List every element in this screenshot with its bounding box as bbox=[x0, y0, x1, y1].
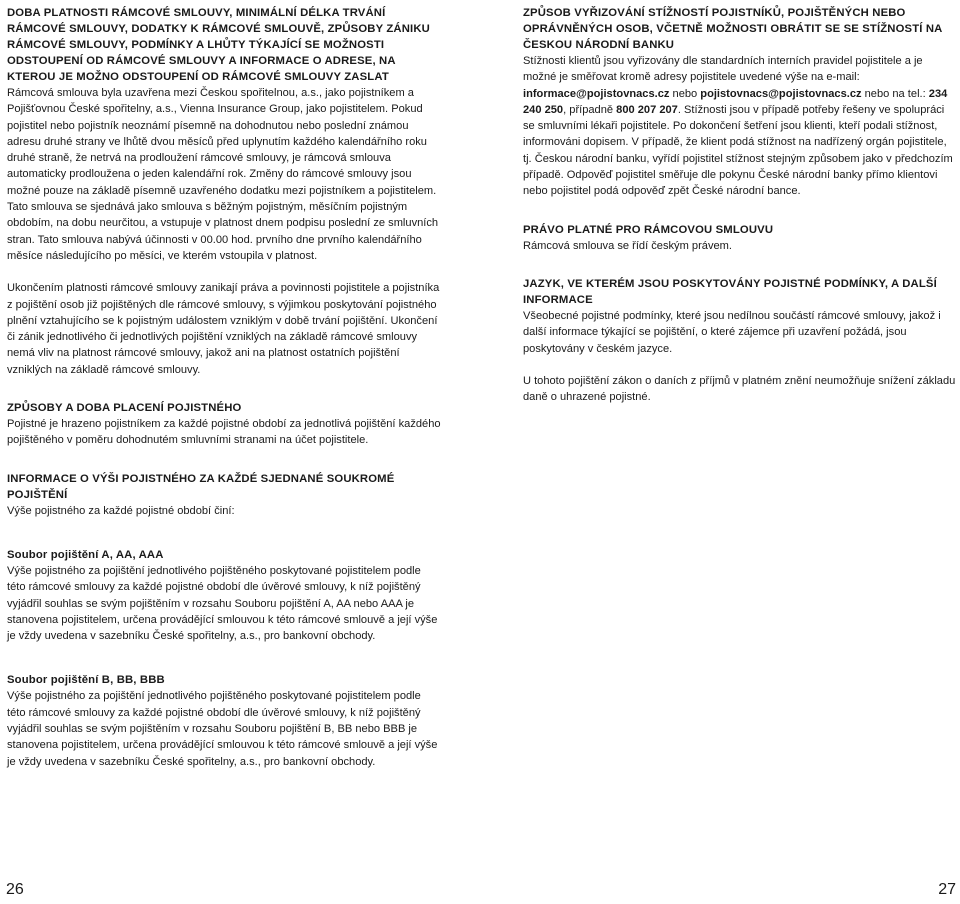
validity-paragraph-2: Ukončením platnosti rámcové smlouvy zanikají práva a povinnosti pojistitele a pojistníka z pojištění osob již pojištěných dle rámcové smlouvy, s výjimkou poskytování pojistného plnění vztahujícího se k pojistným událostem vzniklým v době trvání pojištění. Ukončení či zánik jednotlivého či jednotlivých pojištění vzniklých na základě rámcové smlouvy nemá vliv na platnost rámcové smlouvy, jakož ani na platnost ostatních pojištění vzniklých na základě rámcové smlouvy. bbox=[7, 282, 440, 376]
validity-paragraph-1: Rámcová smlouva byla uzavřena mezi Českou spořitelnou, a.s., jako pojistníkem a Pojišťovnou České spořitelny, a.s., Vienna Insurance Group, jako pojistitelem. Pokud pojistitel nebo pojistník neoznámí písemně na dohodnutou nebo poslední známou adresu druhé strany ve lhůtě dvou měsíců před uplynutím každého kalendářního roku druhé straně, že netrvá na prodloužení rámcové smlouvy, je rámcová smlouva automaticky prodloužena o jeden kalendářní rok. Změny do rámcové smlouvy jsou možné pouze na základě písemně uzavřeného dodatku mezi pojistníkem a pojistitelem. Tato smlouva se sjednává jako smlouva s běžným pojistným, měsíčním pojistným obdobím, na dobu neurčitou, a vstupuje v platnost dnem podpisu poslední ze smluvních stran. Tato smlouva nabývá účinnosti v 00.00 hod. prvního dne prvního kalendářního měsíce následujícího po měsíci, ve kterém vstoupila v platnost. bbox=[7, 87, 439, 262]
language-paragraph-1: Všeobecné pojistné podmínky, které jsou nedílnou součástí rámcové smlouvy, jakož i další informace týkající se pojištění, o které zájemce při uzavření požádá, jsou poskytovány v českém jazyce. bbox=[523, 309, 941, 355]
premium-info-heading: INFORMACE O VÝŠI POJISTNÉHO ZA KAŽDÉ SJEDNANÉ SOUKROMÉ POJIŠTĚNÍ bbox=[7, 472, 395, 501]
page-number-left: 26 bbox=[6, 881, 24, 898]
complaints-paragraph bbox=[523, 53, 958, 200]
law-heading: PRÁVO PLATNÉ PRO RÁMCOVOU SMLOUVU bbox=[523, 223, 774, 236]
set-b-heading: Soubor pojištění B, BB, BBB bbox=[7, 674, 165, 687]
right-column bbox=[523, 5, 958, 405]
premium-info-intro: Výše pojistného za každé pojistné období činí: bbox=[7, 504, 235, 517]
email-pojistovnacs[interactable]: pojistovnacs@pojistovnacs.cz bbox=[700, 87, 862, 100]
language-heading: JAZYK, VE KTERÉM JSOU POSKYTOVÁNY POJISTNÉ PODMÍNKY, A DALŠÍ INFORMACE bbox=[523, 277, 937, 306]
validity-heading: DOBA PLATNOSTI RÁMCOVÉ SMLOUVY, MINIMÁLNÍ DÉLKA TRVÁNÍ RÁMCOVÉ SMLOUVY, DODATKY K RÁMCOVÉ SMLOUVĚ, ZPŮSOBY ZÁNIKU RÁMCOVÉ SMLOUVY, PODMÍNKY A LHŮTY TÝKAJÍCÍ SE MOŽNOSTI ODSTOUPENÍ OD RÁMCOVÉ SMLOUVY A INFORMACE O ADRESE, NA KTEROU JE MOŽNO ODSTOUPENÍ OD RÁMCOVÉ SMLOUVY ZASLAT bbox=[7, 7, 430, 83]
phone-primary[interactable]: 234 240 250 bbox=[523, 87, 948, 116]
complaints-text-4: , případně bbox=[563, 103, 617, 116]
payment-paragraph: Pojistné je hrazeno pojistníkem za každé pojistné období za jednotlivá pojištění každého pojištěného v poměru dohodnutém smluvními stranami na účet pojistitele. bbox=[7, 418, 441, 447]
complaints-heading: ZPŮSOB VYŘIZOVÁNÍ STÍŽNOSTÍ POJISTNÍKŮ, POJIŠTĚNÝCH NEBO OPRÁVNĚNÝCH OSOB, VČETNĚ MOŽNOSTI OBRÁTIT SE SE STÍŽNOSTÍ NA ČESKOU NÁRODNÍ BANKU bbox=[523, 7, 943, 51]
set-a-text: Výše pojistného za pojištění jednotlivého pojištěného poskytované pojistitelem podle této rámcové smlouvy za každé pojistné období dle úvěrové smlouvy, k níž pojištěný vyjádřil souhlas se svým pojištěním v rozsahu Souboru pojištění A, AA nebo AAA je stanovena pojistitelem, určena provádějící smlouvou k této rámcové smlouvě a její výše je vždy uvedena v sazebníku České spořitelny, a.s., pro bankovní obchody. bbox=[7, 564, 438, 643]
page-number-right: 27 bbox=[938, 881, 956, 898]
complaints-text-3: nebo na tel.: bbox=[861, 87, 929, 100]
set-a-heading: Soubor pojištění A, AA, AAA bbox=[7, 548, 164, 561]
complaints-text-1: Stížnosti klientů jsou vyřizovány dle standardních interních pravidel pojistitele a je možné je směřovat kromě adresy pojistitele uvedené výše na e-mail: bbox=[523, 55, 923, 84]
email-informace[interactable]: informace@pojistovnacs.cz bbox=[523, 87, 670, 100]
language-paragraph-2: U tohoto pojištění zákon o daních z příjmů v platném znění neumožňuje snížení základu daně o uhrazené pojistné. bbox=[523, 374, 956, 404]
payment-heading: ZPŮSOBY A DOBA PLACENÍ POJISTNÉHO bbox=[7, 402, 242, 415]
law-paragraph: Rámcová smlouva se řídí českým právem. bbox=[523, 239, 732, 252]
complaints-text-5: . Stížnosti jsou v případě potřeby řešeny ve spolupráci se smluvními lékaři pojistitele. Po dokončení šetření jsou klienti, kteří podali stížnost, informováni dopisem. V případě, že klient podá stížnost na nadřízený orgán pojistitele, tj. Českou národní banku, vyřídí pojistitel stížnost stejným způsobem jako v předchozím případě. Odpověď pojistitel směřuje dle pokynu České národní banky přímo klientovi nebo pojistitel podá odpověď zpět České národní bance. bbox=[523, 103, 953, 198]
left-column bbox=[7, 5, 441, 770]
complaints-text-2: nebo bbox=[669, 87, 701, 100]
set-b-text: Výše pojistného za pojištění jednotlivého pojištěného poskytované pojistitelem podle této rámcové smlouvy za každé pojistné období dle úvěrové smlouvy, k níž pojištěný vyjádřil souhlas se svým pojištěním v rozsahu Souboru pojištění B, BB nebo BBB je stanovena pojistitelem, určena provádějící smlouvou k této rámcové smlouvě a její výše je vždy uvedena v sazebníku České spořitelny, a.s., pro bankovní obchody. bbox=[7, 690, 438, 768]
phone-secondary[interactable]: 800 207 207 bbox=[616, 103, 678, 116]
